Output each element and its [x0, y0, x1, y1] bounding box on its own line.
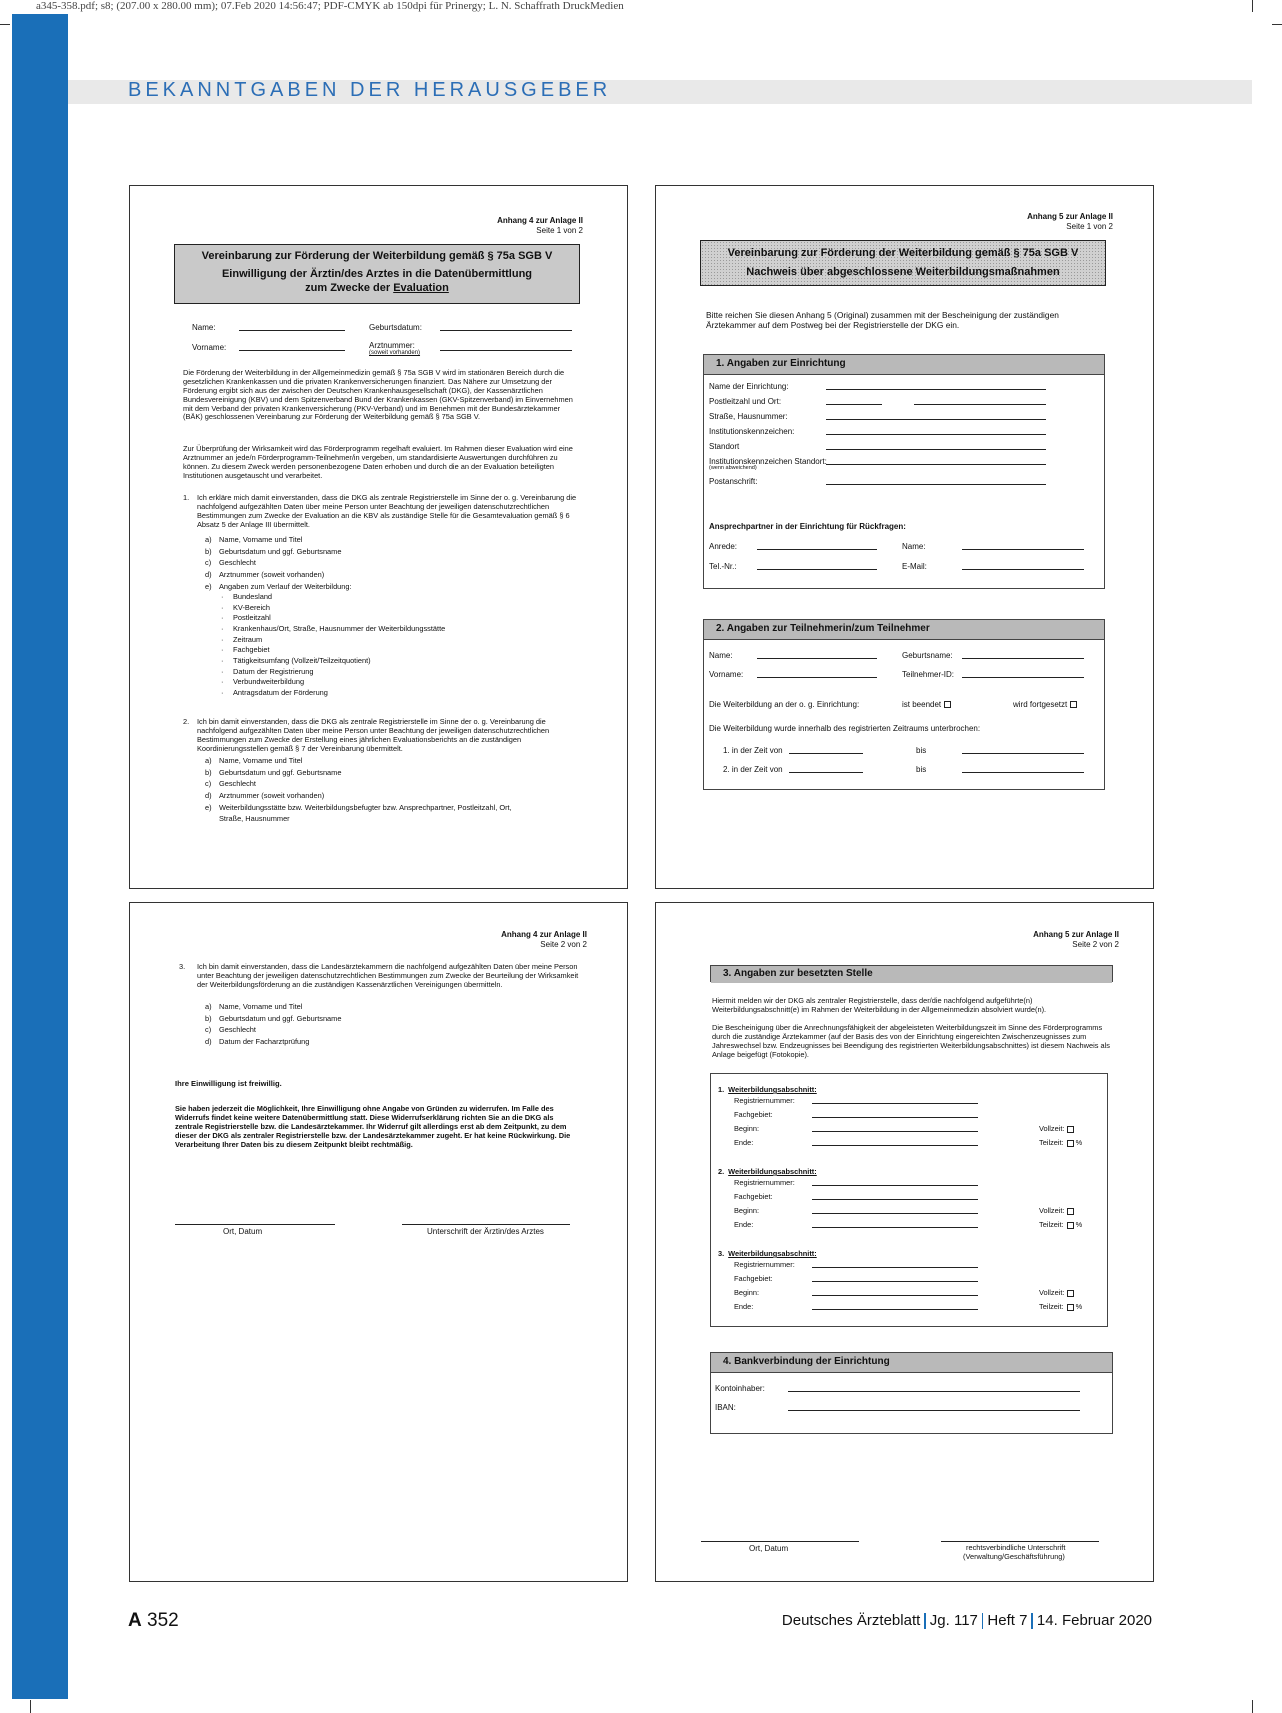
list-item	[197, 802, 581, 814]
crop-mark	[1272, 24, 1282, 25]
training-status-label: Die Weiterbildung an der o. g. Einrichtung:	[709, 700, 860, 709]
training-section-heading	[718, 1249, 817, 1258]
parttime-label: Teilzeit:	[1039, 1138, 1064, 1147]
footer-separator	[1031, 1613, 1033, 1629]
list-text: Antragsdatum der Förderung	[233, 687, 328, 697]
list-key: e)	[205, 581, 212, 591]
consent-item-1: Ich erkläre mich damit einverstanden, dass die DKG als zentrale Registrierstelle im Sinne der o. g. Vereinbarung die nachfolgend aufgezählten Daten über meine Person unter Beachtung der jeweiligen datenschutzrechtlichen Bestimmungen zum Zwecke der Evaluation an die KBV als zuständige Stelle für die Gesamtevaluation gemäß § 6 Absatz 5 der Anlage III übermittelt.	[197, 493, 577, 529]
training-field-label: Fachgebiet:	[734, 1110, 773, 1119]
parttime-option	[1039, 1138, 1082, 1147]
site-label: Standort	[709, 442, 740, 451]
percent-label: %	[1075, 1220, 1083, 1229]
postal-address-field[interactable]	[826, 484, 1046, 485]
doctor-number-note: (soweit vorhanden)	[369, 350, 421, 356]
list-text: Datum der Facharztprüfung	[219, 1037, 310, 1047]
journal-volume: Jg. 117	[929, 1612, 978, 1629]
list-text: Geburtsdatum und ggf. Geburtsname	[219, 767, 342, 777]
iban-field[interactable]	[788, 1410, 1080, 1411]
list-text: Geschlecht	[219, 558, 256, 568]
fulltime-option	[1039, 1206, 1074, 1215]
progress-data-list	[221, 592, 581, 699]
training-field-line[interactable]	[812, 1227, 978, 1228]
training-field-line[interactable]	[812, 1309, 978, 1310]
interruption-label: Die Weiterbildung wurde innerhalb des registrierten Zeitraums unterbrochen:	[709, 724, 981, 733]
list-key: d)	[205, 791, 212, 801]
period-1-to-field[interactable]	[962, 753, 1084, 754]
list-key: b)	[205, 1013, 212, 1023]
form-subtitle: Nachweis über abgeschlossene Weiterbildungsmaßnahmen	[746, 265, 1060, 278]
birthname-field[interactable]	[962, 658, 1084, 659]
list-item	[197, 1001, 577, 1013]
signature-line[interactable]	[402, 1224, 570, 1225]
birthname-label: Geburtsname:	[902, 651, 953, 660]
period-1-label: 1. in der Zeit von	[723, 746, 783, 755]
evaluation-paragraph: Zur Überprüfung der Wirksamkeit wird das Förderprogramm regelhaft evaluiert. Im Rahmen dieser Evaluation wird eine Arztnummer an jede/n Förderprogramm-Teilnehmer/in vergeben, um standardisierte Auswertungen durchführen zu können. Zu diesem Zweck werden personenbezogene Daten erhoben und durch die an der Evaluation beteiligten Institutionen ausgetauscht und verarbeitet.	[183, 444, 573, 480]
legal-signature-line[interactable]	[941, 1541, 1099, 1542]
training-field-label: Fachgebiet:	[734, 1274, 773, 1283]
list-item	[197, 569, 577, 581]
list-text: Tätigkeitsumfang (Vollzeit/Teilzeitquotient)	[233, 655, 371, 665]
training-section-heading	[718, 1085, 817, 1094]
percent-label: %	[1075, 1138, 1083, 1147]
section-number: 2.	[718, 1167, 725, 1176]
form-page-anhang5-2	[655, 902, 1154, 1582]
title-evaluation: Evaluation	[393, 281, 449, 294]
birthdate-field[interactable]	[440, 330, 572, 331]
parttime-label: Teilzeit:	[1039, 1302, 1064, 1311]
status-finished	[902, 700, 951, 710]
list-key: c)	[205, 558, 212, 568]
fulltime-checkbox[interactable]	[1067, 1290, 1074, 1297]
list-text: Arztnummer (soweit vorhanden)	[219, 791, 325, 801]
section-number: 3.	[718, 1249, 725, 1258]
training-section-heading	[718, 1167, 817, 1176]
parttime-option	[1039, 1220, 1082, 1229]
crop-mark	[1252, 1700, 1253, 1713]
participant-firstname-field[interactable]	[757, 677, 877, 678]
parttime-checkbox[interactable]	[1067, 1140, 1074, 1147]
form-subtitle-2	[175, 282, 579, 296]
bullet-icon: ·	[221, 687, 224, 697]
side-color-bar	[12, 14, 68, 1699]
position-paragraph-2: Die Bescheinigung über die Anrechnungsfähigkeit der abgeleisteten Weiterbildungszeit im Sinne des Förderprogramms durch die zuständige Ärztekammer (auf der Basis des von der Einrichtung eingereichten Zwischenzeugnisses zum Jahreswechsel bzw. Endzeugnisses bei Beendigung des registrierten Weiterbildungsabschnittes) ist diesem Nachweis als Anlage beigefügt (Fotokopie).	[712, 1023, 1110, 1059]
contact-name-label: Name:	[902, 542, 926, 551]
email-field[interactable]	[962, 569, 1084, 570]
name-label: Name:	[192, 323, 216, 332]
list-item	[197, 581, 577, 593]
section-position	[710, 965, 1113, 982]
parttime-option	[1039, 1302, 1082, 1311]
training-field-line[interactable]	[812, 1117, 978, 1118]
list-key: d)	[205, 1037, 212, 1047]
list-key: a)	[205, 535, 212, 544]
list-item	[197, 546, 577, 558]
list-item	[221, 656, 581, 667]
period-2-to-label: bis	[916, 765, 927, 774]
list-item	[221, 624, 581, 635]
bullet-icon: ·	[221, 592, 224, 601]
period-2-label: 2. in der Zeit von	[723, 765, 783, 774]
list-key: c)	[205, 779, 212, 789]
list-text: Name, Vorname und Titel	[219, 1002, 303, 1011]
bullet-icon: ·	[221, 645, 224, 655]
list-text: Geschlecht	[219, 1025, 256, 1035]
site-field[interactable]	[826, 449, 1046, 450]
page-folio	[128, 1610, 179, 1632]
annex-label: Anhang 4 zur Anlage II	[497, 216, 583, 225]
bullet-icon: ·	[221, 623, 224, 633]
status-continued	[1013, 700, 1077, 710]
legal-signature-label: rechtsverbindliche Unterschrift	[966, 1543, 1066, 1552]
crop-mark	[1252, 0, 1253, 12]
list-item	[197, 1024, 577, 1036]
parttime-label: Teilzeit:	[1039, 1220, 1064, 1229]
bullet-icon: ·	[221, 655, 224, 665]
page-number: Seite 1 von 2	[1066, 222, 1113, 231]
list-text: Verbundweiterbildung	[233, 677, 305, 687]
birthdate-label: Geburtsdatum:	[369, 323, 422, 332]
training-field-line[interactable]	[812, 1267, 978, 1268]
list-text: Datum der Registrierung	[233, 666, 314, 676]
firstname-field[interactable]	[239, 350, 345, 351]
consent-item-2: Ich bin damit einverstanden, dass die DKG als zentrale Registrierstelle im Sinne der o. g. Vereinbarung die nachfolgend aufgezählten Daten über meine Person unter Beachtung der jeweiligen datenschutzrechtlichen Bestimmungen zum Zwecke der Erstellung eines jährlichen Evaluationsberichts an die zuständigen Koordinierungsstellen gemäß § 7 der Vereinbarung übermittelt.	[197, 717, 550, 753]
doctor-number-label: Arztnummer:	[369, 341, 415, 350]
street-label: Straße, Hausnummer:	[709, 412, 788, 421]
list-text: Geschlecht	[219, 779, 256, 789]
training-field-label: Ende:	[734, 1138, 754, 1147]
signature-label: Unterschrift der Ärztin/des Arztes	[427, 1227, 544, 1236]
name-field[interactable]	[239, 330, 345, 331]
if-different-note: (wenn abweichend)	[709, 465, 757, 471]
site-institution-code-label: Institutionskennzeichen Standort:	[709, 457, 827, 466]
list-item	[197, 534, 577, 546]
section-number: 1.	[718, 1085, 725, 1094]
title-part: zum Zwecke der	[305, 281, 394, 294]
training-field-line[interactable]	[812, 1295, 978, 1296]
fulltime-option	[1039, 1288, 1074, 1297]
fulltime-checkbox[interactable]	[1067, 1126, 1074, 1133]
form-title-box	[174, 244, 580, 304]
salutation-field[interactable]	[757, 549, 877, 550]
training-field-label: Fachgebiet:	[734, 1192, 773, 1201]
list-text: Name, Vorname und Titel	[219, 756, 303, 765]
facility-name-label: Name der Einrichtung:	[709, 382, 789, 391]
journal-footer	[782, 1612, 1152, 1629]
section-title: 4. Bankverbindung der Einrichtung	[711, 1353, 1112, 1373]
list-item	[221, 688, 581, 699]
firstname-label: Vorname:	[192, 343, 227, 352]
list-text: Zeitraum	[233, 634, 263, 644]
training-field-label: Ende:	[734, 1220, 754, 1229]
training-field-line[interactable]	[812, 1213, 978, 1214]
place-date-label: Ort, Datum	[749, 1544, 789, 1553]
period-2-to-field[interactable]	[962, 772, 1084, 773]
item-number: 2.	[183, 717, 190, 726]
consent-item-3: Ich bin damit einverstanden, dass die Landesärztekammern die nachfolgend aufgezählten Daten über meine Person unter Beachtung der jeweiligen datenschutzrechtlichen Bestimmungen zum Zwecke der Beurteilung der Wirksamkeit der Weiterbildungsförderung an die zuständigen Kassenärztlichen Vereinigungen übermitteln.	[197, 962, 579, 989]
bullet-icon: ·	[221, 666, 224, 676]
annex-label: Anhang 4 zur Anlage II	[501, 930, 587, 939]
finished-label: ist beendet	[902, 700, 942, 709]
form-subtitle: Einwilligung der Ärztin/des Arztes in die Datenübermittlung	[221, 267, 533, 280]
institution-code-label: Institutionskennzeichen:	[709, 427, 795, 436]
contact-name-field[interactable]	[962, 549, 1084, 550]
list-text: Weiterbildungsstätte bzw. Weiterbildungsbefugter bzw. Ansprechpartner, Postleitzahl, Ort,	[219, 802, 512, 812]
section-title: Weiterbildungsabschnitt:	[728, 1085, 817, 1094]
list-item	[221, 613, 581, 624]
finished-checkbox[interactable]	[944, 701, 951, 708]
training-field-line[interactable]	[812, 1145, 978, 1146]
journal-name: Deutsches Ärzteblatt	[781, 1612, 921, 1629]
list-text: Straße, Hausnummer	[219, 814, 290, 824]
list-item	[221, 592, 581, 603]
place-date-line[interactable]	[701, 1541, 859, 1542]
list-item	[197, 813, 581, 825]
street-field[interactable]	[826, 419, 1046, 420]
place-date-label: Ort, Datum	[223, 1227, 263, 1236]
journal-issue: Heft 7	[987, 1612, 1028, 1629]
contact-heading: Ansprechpartner in der Einrichtung für Rückfragen:	[709, 522, 906, 531]
list-item	[221, 677, 581, 688]
list-text: Name, Vorname und Titel	[219, 535, 303, 544]
section-title: 3. Angaben zur besetzten Stelle	[711, 966, 1112, 983]
bullet-icon: ·	[221, 613, 224, 623]
list-item	[197, 755, 581, 767]
list-item	[197, 1036, 577, 1048]
training-field-label: Ende:	[734, 1302, 754, 1311]
bullet-icon: ·	[221, 634, 224, 644]
item-number: 3.	[179, 962, 186, 971]
section-title: 1. Angaben zur Einrichtung	[704, 355, 1104, 375]
salutation-label: Anrede:	[709, 542, 738, 551]
page-number: Seite 2 von 2	[1072, 940, 1119, 949]
annex-label: Anhang 5 zur Anlage II	[1027, 212, 1113, 221]
list-item	[221, 635, 581, 646]
page-number: Seite 1 von 2	[536, 226, 583, 235]
bullet-icon: ·	[221, 677, 224, 687]
section-bank	[710, 1352, 1113, 1434]
intro-paragraph: Die Förderung der Weiterbildung in der Allgemeinmedizin gemäß § 75a SGB V wird im stationären Bereich durch die gesetzlichen Krankenkassen und die privaten Krankenversicherungen finanziert. Das Nähere zur Umsetzung der Förderung ergibt sich aus der zwischen der Deutschen Krankenhausgesellschaft (DKG), der Kassenärztlichen Bundesvereinigung (KBV) und dem Spitzenverband Bund der Krankenkassen (GKV-Spitzenverband) im Einvernehmen mit dem Verband der privaten Krankenversicherung (PKV-Verband) und im Benehmen mit der Bundesärztekammer (BÄK) geschlossenen Vereinbarung zur Förderung der Weiterbildung gemäß § 75a SGB V.	[183, 368, 573, 422]
legal-signature-note: (Verwaltung/Geschäftsführung)	[963, 1552, 1065, 1561]
participant-name-label: Name:	[709, 651, 733, 660]
intro-paragraph: Bitte reichen Sie diesen Anhang 5 (Original) zusammen mit der Bescheinigung der zuständigen Ärztekammer auf dem Postweg bei der Registrierstelle der DKG ein.	[706, 310, 1059, 331]
training-field-line[interactable]	[812, 1131, 978, 1132]
training-field-label: Registriernummer:	[734, 1178, 795, 1187]
place-date-line[interactable]	[175, 1224, 335, 1225]
folio-letter: A	[128, 1610, 142, 1631]
section-header: BEKANNTGABEN DER HERAUSGEBER	[128, 79, 612, 101]
period-1-from-field[interactable]	[789, 753, 863, 754]
journal-date: 14. Februar 2020	[1036, 1612, 1152, 1629]
participant-id-label: Teilnehmer-ID:	[902, 670, 955, 679]
form-page-anhang4-1	[129, 185, 628, 889]
training-field-line[interactable]	[812, 1281, 978, 1282]
training-field-label: Beginn:	[734, 1288, 760, 1297]
postcode-city-label: Postleitzahl und Ort:	[709, 397, 782, 406]
list-text: Postleitzahl	[233, 613, 271, 623]
list-item	[197, 767, 581, 779]
phone-label: Tel.-Nr.:	[709, 562, 737, 571]
fulltime-label: Vollzeit:	[1039, 1206, 1065, 1215]
list-item	[197, 790, 581, 802]
fulltime-option	[1039, 1124, 1074, 1133]
list-text: Fachgebiet	[233, 645, 270, 655]
list-key: d)	[205, 570, 212, 580]
print-info: a345-358.pdf; s8; (207.00 x 280.00 mm); 07.Feb 2020 14:56:47; PDF-CMYK ab 150dpi für Prinergy; L. N. Schaffrath DruckMedien	[36, 0, 624, 12]
item-number: 1.	[183, 493, 190, 502]
page-number: Seite 2 von 2	[540, 940, 587, 949]
list-item	[197, 557, 577, 569]
list-key: a)	[205, 1002, 212, 1011]
postcode-city-postcode-field[interactable]	[826, 404, 882, 405]
list-text: Bundesland	[233, 592, 273, 601]
training-field-line[interactable]	[812, 1185, 978, 1186]
institution-code-field[interactable]	[826, 434, 1046, 435]
continued-label: wird fortgesetzt	[1013, 700, 1068, 709]
postal-address-label: Postanschrift:	[709, 477, 758, 486]
training-field-label: Registriernummer:	[734, 1260, 795, 1269]
participant-firstname-label: Vorname:	[709, 670, 744, 679]
account-holder-field[interactable]	[788, 1391, 1080, 1392]
list-key: c)	[205, 1025, 212, 1035]
training-field-label: Beginn:	[734, 1124, 760, 1133]
list-key: e)	[205, 802, 212, 812]
percent-label: %	[1075, 1302, 1083, 1311]
email-label: E-Mail:	[902, 562, 927, 571]
postcode-city-city-field[interactable]	[914, 404, 1046, 405]
phone-field[interactable]	[757, 569, 877, 570]
participant-id-field[interactable]	[962, 677, 1084, 678]
section-title: 2. Angaben zur Teilnehmerin/zum Teilnehmer	[704, 620, 1104, 640]
facility-name-field[interactable]	[826, 389, 1046, 390]
account-holder-label: Kontoinhaber:	[715, 1384, 765, 1393]
fulltime-label: Vollzeit:	[1039, 1288, 1065, 1297]
list-text: Angaben zum Verlauf der Weiterbildung:	[219, 581, 352, 591]
folio-number: 352	[147, 1610, 179, 1631]
period-2-from-field[interactable]	[789, 772, 863, 773]
list-item	[221, 645, 581, 656]
annex-label: Anhang 5 zur Anlage II	[1033, 930, 1119, 939]
form-title: Vereinbarung zur Förderung der Weiterbildung gemäß § 75a SGB V	[727, 247, 1079, 259]
section-title: Weiterbildungsabschnitt:	[728, 1249, 817, 1258]
iban-label: IBAN:	[715, 1403, 736, 1412]
data-list-1	[197, 534, 577, 592]
footer-separator	[982, 1613, 984, 1629]
fulltime-checkbox[interactable]	[1067, 1208, 1074, 1215]
site-institution-code-field[interactable]	[826, 464, 1046, 465]
list-text: KV-Bereich	[233, 602, 270, 612]
participant-name-field[interactable]	[757, 658, 877, 659]
position-paragraph-1: Hiermit melden wir der DKG als zentraler Registrierstelle, dass der/die nachfolgend aufgeführte(n) Weiterbildungsabschnitt(e) im Rahmen der Weiterbildung in der Allgemeinmedizin absolviert wurde(n).	[712, 996, 1047, 1014]
doctor-number-field[interactable]	[440, 350, 572, 351]
training-field-line[interactable]	[812, 1103, 978, 1104]
list-text: Geburtsdatum und ggf. Geburtsname	[219, 546, 342, 556]
fulltime-label: Vollzeit:	[1039, 1124, 1065, 1133]
form-page-anhang4-2	[129, 902, 628, 1582]
training-field-line[interactable]	[812, 1199, 978, 1200]
training-field-label: Registriernummer:	[734, 1096, 795, 1105]
list-item	[221, 667, 581, 678]
crop-mark	[30, 1700, 31, 1713]
list-item	[221, 603, 581, 614]
list-key: a)	[205, 756, 212, 765]
form-page-anhang5-1	[655, 185, 1154, 889]
list-text: Krankenhaus/Ort, Straße, Hausnummer der Weiterbildungsstätte	[233, 623, 446, 633]
list-text: Geburtsdatum und ggf. Geburtsname	[219, 1013, 342, 1023]
parttime-checkbox[interactable]	[1067, 1304, 1074, 1311]
form-title: Vereinbarung zur Förderung der Weiterbildung gemäß § 75a SGB V	[201, 250, 553, 262]
training-field-label: Beginn:	[734, 1206, 760, 1215]
list-key: b)	[205, 767, 212, 777]
period-1-to-label: bis	[916, 746, 927, 755]
parttime-checkbox[interactable]	[1067, 1222, 1074, 1229]
data-list-3	[197, 1001, 577, 1048]
list-key: b)	[205, 546, 212, 556]
continued-checkbox[interactable]	[1070, 701, 1077, 708]
voluntary-note: Ihre Einwilligung ist freiwillig.	[175, 1079, 282, 1088]
list-text: Arztnummer (soweit vorhanden)	[219, 570, 325, 580]
crop-mark	[0, 24, 10, 25]
bullet-icon: ·	[221, 602, 224, 612]
list-item	[197, 778, 581, 790]
footer-separator	[924, 1613, 926, 1629]
data-list-2	[197, 755, 581, 825]
section-title: Weiterbildungsabschnitt:	[728, 1167, 817, 1176]
list-item	[197, 1013, 577, 1025]
form-title-box	[700, 240, 1106, 286]
revocation-paragraph: Sie haben jederzeit die Möglichkeit, Ihre Einwilligung ohne Angabe von Gründen zu widerrufen. Im Falle des Widerrufs findet keine weitere Datenübermittlung statt. Diese Widerrufserklärung richten Sie an die DKG als zentrale Registrierstelle bzw. die Landesärztekammer. Ihr Widerruf gilt allerdings erst ab dem Zeitpunkt, zu dem dieser der DKG als zentraler Registrierstelle bzw. der Landesärztekammer zugeht. Er hat keine Rückwirkung. Die Verarbeitung Ihrer Daten bis zu diesem Zeitpunkt bleibt rechtmäßig.	[175, 1104, 571, 1149]
